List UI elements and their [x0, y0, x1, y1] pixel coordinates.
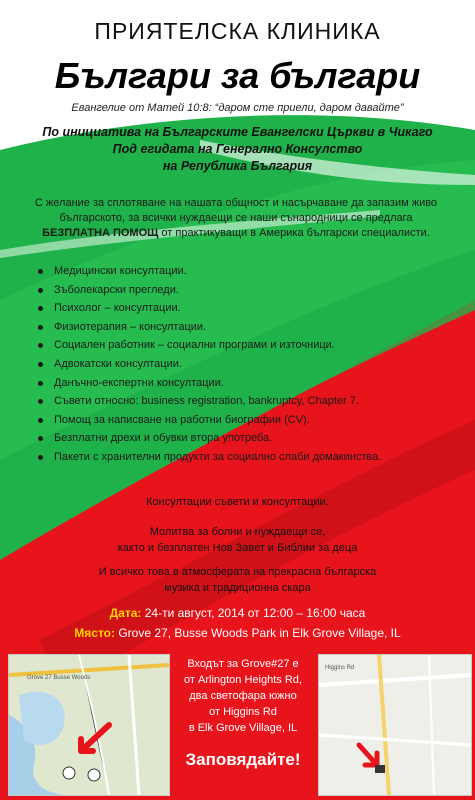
list-item: Данъчно-експертни консултации. — [38, 374, 448, 393]
intro-text-before: С желание за сплотяване на нашата общност и насърчаване да запазим живо българското, за всички нуждаещи се наши сънародници се предлага — [34, 197, 438, 224]
bullet-icon — [38, 362, 43, 367]
prayer-line-2: както и безплатен Нов Завет и Библии за деца — [117, 542, 358, 554]
initiative-line-2: Под егидата на Генерално Консулство — [112, 142, 363, 156]
clinic-title: ПРИЯТЕЛСКА КЛИНИКА — [94, 18, 381, 44]
directions-line-5: в Elk Grove Village, IL — [188, 722, 298, 734]
date-value: 24-ти август, 2014 от 12:00 – 16:00 часа — [141, 606, 366, 620]
park-map — [8, 654, 170, 796]
directions-line-1: Входът за Grove#27 е — [187, 658, 299, 670]
street-map — [318, 654, 472, 796]
list-item: Пакети с хранителни продукти за социално слаби домакинства. — [38, 448, 448, 467]
bullet-icon — [38, 269, 43, 274]
event-place — [0, 626, 475, 640]
list-item: Зъболекарски прегледи. — [38, 281, 448, 300]
date-label: Дата: — [109, 606, 142, 620]
initiative-block — [0, 124, 475, 175]
services-list — [38, 262, 448, 467]
list-item: Социален работник – социални програми и източници. — [38, 336, 448, 355]
bullet-icon — [38, 343, 43, 348]
initiative-line-1: По инициатива на Българските Евангелски Църкви в Чикаго — [42, 125, 433, 139]
bullet-icon — [38, 381, 43, 386]
atmosphere-line-2: музика и традиционна скара — [164, 582, 311, 594]
intro-paragraph — [26, 196, 446, 241]
bullet-icon — [38, 418, 43, 423]
bullet-icon — [38, 325, 43, 330]
list-item: Психолог – консултации. — [38, 299, 448, 318]
event-date — [0, 606, 475, 620]
directions-block — [172, 656, 314, 736]
bullet-icon — [38, 436, 43, 441]
directions-line-4: от Higgins Rd — [209, 706, 277, 718]
list-item: Безплатни дрехи и обувки втора употреба. — [38, 429, 448, 448]
bullet-icon — [38, 306, 43, 311]
place-value: Grove 27, Busse Woods Park in Elk Grove Village, IL — [115, 626, 401, 640]
list-item: Медицински консултации. — [38, 262, 448, 281]
list-item: Физиотерапия – консултации. — [38, 318, 448, 337]
free-help-emphasis: БЕЗПЛАТНА ПОМОЩ — [42, 227, 159, 239]
map-label: Higgins Rd — [325, 665, 355, 671]
slogan-heading: Българи за българи — [54, 55, 421, 96]
bible-verse: Евангелие от Матей 10:8: “даром сте приели, даром давайте” — [71, 102, 404, 114]
list-item: Помощ за написване на работни биографии (CV). — [38, 411, 448, 430]
atmosphere-line-1: И всичко това в атмосферата на прекрасна българска — [98, 566, 377, 578]
spiritual-consultations: Консултации съвети и консултации. — [146, 496, 329, 508]
bullet-icon — [38, 455, 43, 460]
bullet-icon — [38, 288, 43, 293]
list-item: Съвети относно: business registration, bankruptcy, Chapter 7. — [38, 392, 448, 411]
bullet-icon — [38, 399, 43, 404]
prayer-line-1: Молитва за болни и нуждаещи се, — [149, 526, 326, 538]
directions-line-2: от Arlington Heights Rd, — [184, 674, 302, 686]
initiative-line-3: на Република България — [162, 159, 313, 173]
street-map-graphic — [319, 655, 471, 795]
place-label: Място: — [74, 626, 115, 640]
map-label: Grove 27 Busse Woods — [27, 675, 91, 681]
intro-text-after: от практикуващи в Америка български специалисти. — [158, 227, 430, 239]
directions-line-3: два светофара южно — [189, 690, 297, 702]
welcome-text: Заповядайте! — [185, 750, 301, 769]
list-item: Адвокатски консултации. — [38, 355, 448, 374]
